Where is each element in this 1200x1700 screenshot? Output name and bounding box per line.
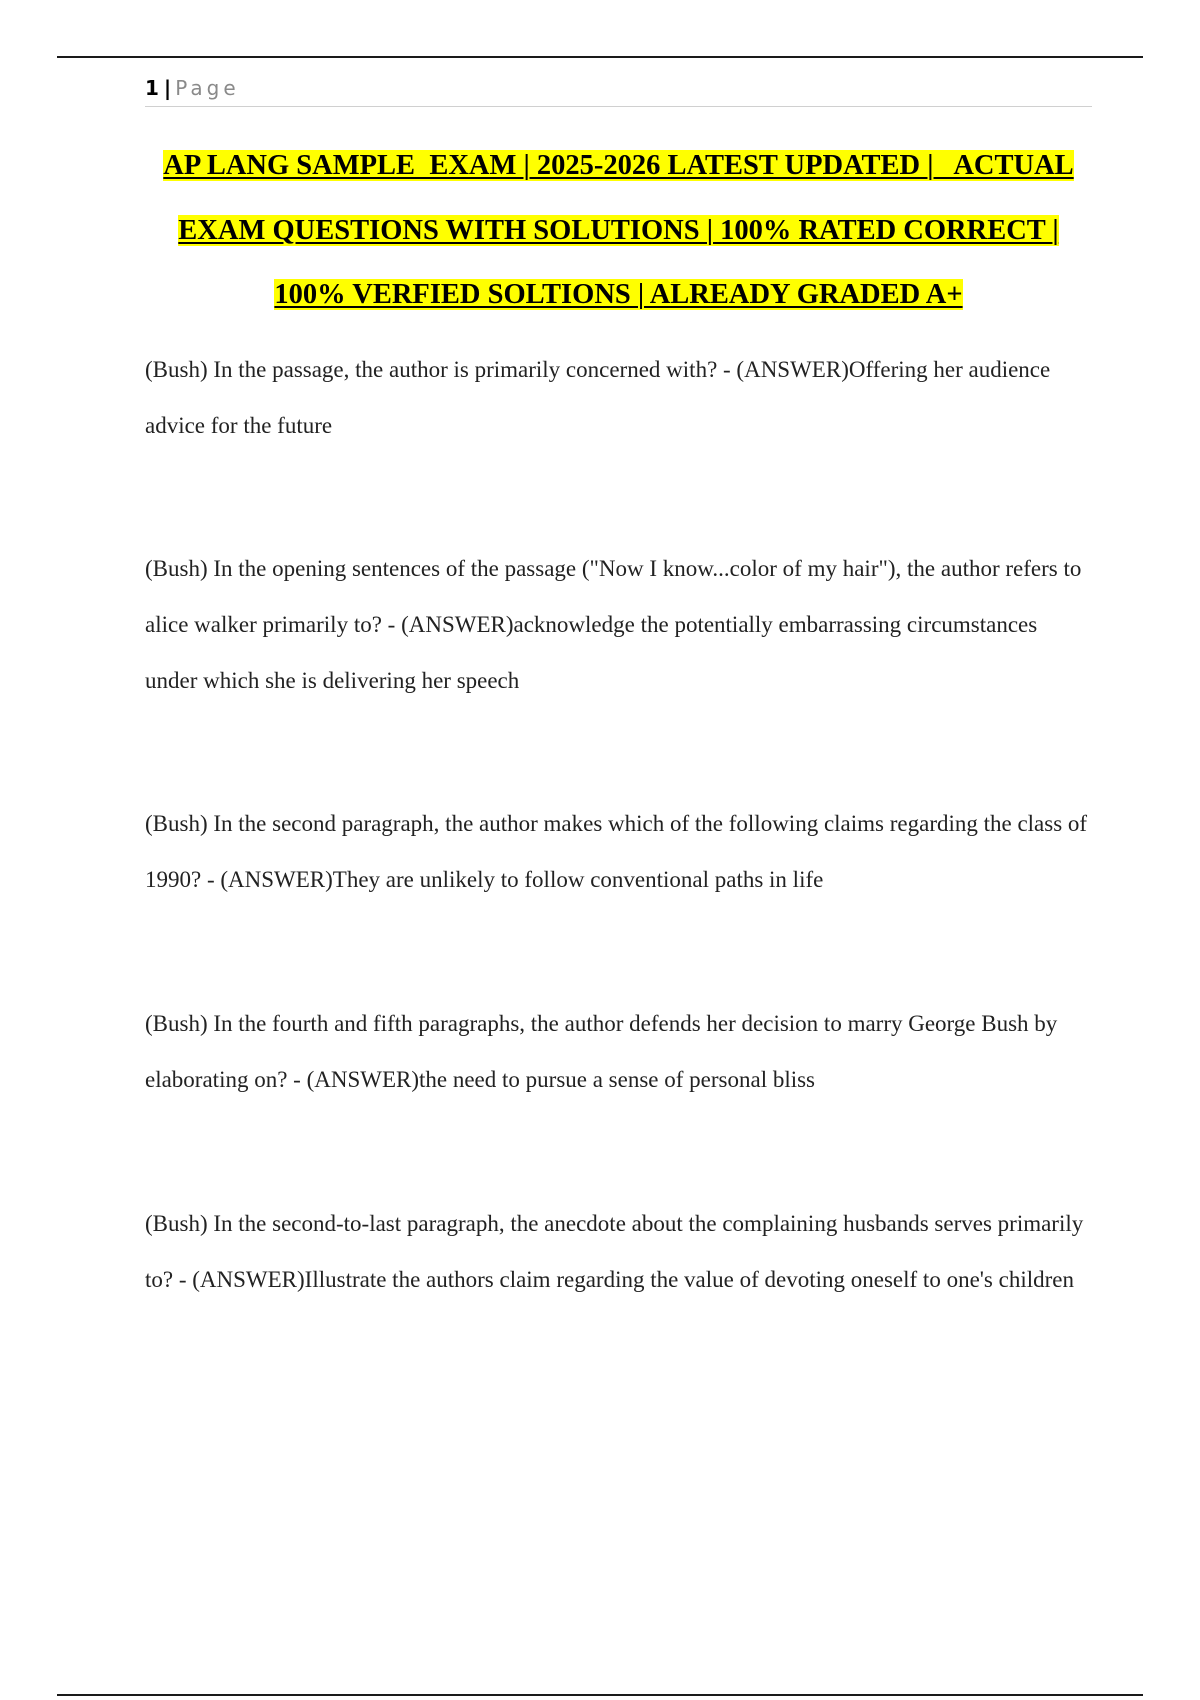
title-line <box>145 263 1092 328</box>
page-number: 1 <box>145 76 159 100</box>
title-line <box>145 199 1092 264</box>
question-answer-4: (Bush) In the fourth and fifth paragraphs, the author defends her decision to marry George Bush by elaborating on? - (ANSWER)the need to pursue a sense of personal bliss <box>145 1011 1058 1092</box>
question-answer-5: (Bush) In the second-to-last paragraph, the anecdote about the complaining husbands serves primarily to? - (ANSWER)Illustrate the authors claim regarding the value of devoting oneself to one's children <box>145 1211 1084 1292</box>
page-separator: | <box>163 76 172 100</box>
question-answer-3: (Bush) In the second paragraph, the author makes which of the following claims regarding the class of 1990? - (ANSWER)They are unlikely to follow conventional paths in life <box>145 811 1088 892</box>
question-answer-2: (Bush) In the opening sentences of the passage ("Now I know...color of my hair"), the author refers to alice walker primarily to? - (ANSWER)acknowledge the potentially embarrassing circumstances under which she is delivering her speech <box>145 556 1082 693</box>
bottom-rule <box>57 1694 1143 1696</box>
top-rule <box>57 56 1143 58</box>
title-line-text: AP LANG SAMPLE EXAM | 2025-2026 LATEST UPDATED | ACTUAL <box>163 150 1074 181</box>
page-label: Page <box>175 76 240 100</box>
page-header <box>145 72 1092 107</box>
question-answer-1: (Bush) In the passage, the author is primarily concerned with? - (ANSWER)Offering her audience advice for the future <box>145 357 1051 438</box>
title-line-text: 100% VERFIED SOLTIONS | ALREADY GRADED A+ <box>274 279 963 310</box>
title-line-text: EXAM QUESTIONS WITH SOLUTIONS | 100% RATED CORRECT | <box>178 214 1059 246</box>
title-line <box>145 134 1092 199</box>
document-title <box>145 134 1092 328</box>
